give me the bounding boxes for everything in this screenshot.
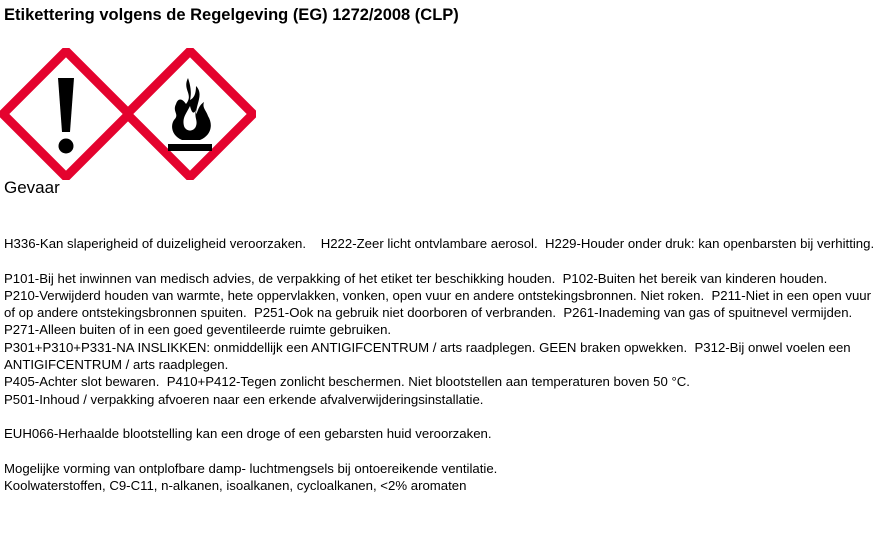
precautionary-prevention: P210-Verwijderd houden van warmte, hete oppervlakken, vonken, open vuur en andere ontstekingsbronnen. Niet roken. P211-Niet in een open vuur of op andere ontstekingsbronnen spuiten. P251-Ook na gebruik niet doorboren of verbranden. P261-Inademing van gas of spuitnevel vermijden. P271-Alleen buiten of in een goed geventileerde ruimte gebruiken. (4, 287, 875, 338)
precautionary-general: P101-Bij het inwinnen van medisch advies, de verpakking of het etiket ter beschikking houden. P102-Buiten het bereik van kinderen houden. (4, 270, 828, 286)
page-title: Etikettering volgens de Regelgeving (EG) 1272/2008 (CLP) (4, 6, 459, 24)
additional-info-line: Mogelijke vorming van ontplofbare damp- luchtmengsels bij ontoereikende ventilatie. (4, 460, 498, 476)
flame-icon (124, 48, 256, 180)
precautionary-storage: P405-Achter slot bewaren. P410+P412-Tegen zonlicht beschermen. Niet blootstellen aan temperaturen boven 50 °C. (4, 374, 690, 390)
signal-word: Gevaar (4, 178, 60, 197)
composition-line: Koolwaterstoffen, C9-C11, n-alkanen, isoalkanen, cycloalkanen, <2% aromaten (4, 478, 467, 494)
exclamation-mark-icon (0, 48, 132, 180)
supplemental-statement: EUH066-Herhaalde blootstelling kan een droge of een gebarsten huid veroorzaken. (4, 426, 492, 442)
hazard-statements: H336-Kan slaperigheid of duizeligheid veroorzaken. H222-Zeer licht ontvlambare aerosol. H229-Houder onder druk: kan openbarsten bij verhitting. (4, 236, 875, 251)
precautionary-disposal: P501-Inhoud / verpakking afvoeren naar een erkende afvalverwijderingsinstallatie. (4, 391, 484, 407)
statements-block (4, 235, 884, 494)
precautionary-response: P301+P310+P331-NA INSLIKKEN: onmiddellijk een ANTIGIFCENTRUM / arts raadplegen. GEEN braken opwekken. P312-Bij onwel voelen een ANTIGIFCENTRUM / arts raadplegen. (4, 339, 854, 373)
hazard-pictograms (0, 48, 250, 180)
